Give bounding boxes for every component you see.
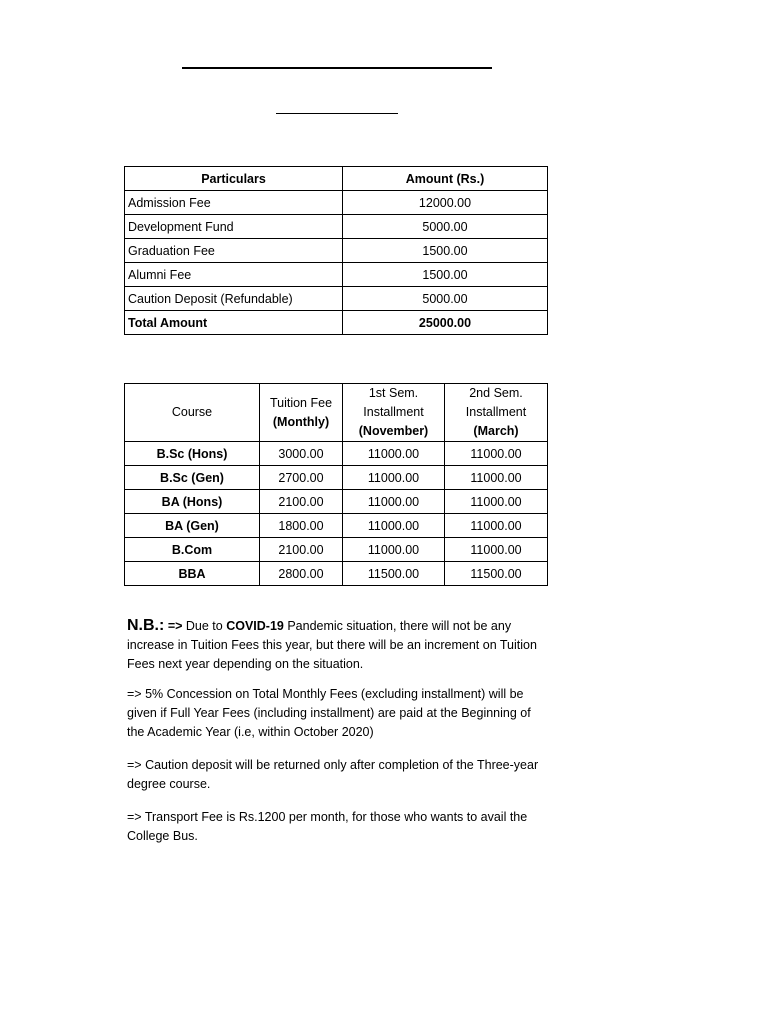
course-row bbox=[125, 490, 548, 514]
header-tuition: Tuition Fee (Monthly) bbox=[260, 384, 343, 442]
note-covid bbox=[127, 616, 547, 674]
sem2-installment: 11000.00 bbox=[445, 538, 548, 562]
fee-amount: 1500.00 bbox=[343, 263, 548, 287]
sem2-installment: 11000.00 bbox=[445, 514, 548, 538]
header-sem2: 2nd Sem. Installment (March) bbox=[445, 384, 548, 442]
course-table-header-row bbox=[125, 384, 548, 442]
course-name: B.Sc (Hons) bbox=[125, 442, 260, 466]
course-row bbox=[125, 562, 548, 586]
fee-label: Development Fund bbox=[125, 215, 343, 239]
fee-label: Caution Deposit (Refundable) bbox=[125, 287, 343, 311]
course-row bbox=[125, 514, 548, 538]
tuition-fee: 2800.00 bbox=[260, 562, 343, 586]
header-sem1: 1st Sem. Installment (November) bbox=[343, 384, 445, 442]
header-particulars: Particulars bbox=[125, 167, 343, 191]
fee-row bbox=[125, 263, 548, 287]
subtitle-underline bbox=[276, 113, 398, 114]
course-name: BA (Hons) bbox=[125, 490, 260, 514]
fee-row bbox=[125, 287, 548, 311]
fee-amount: 5000.00 bbox=[343, 215, 548, 239]
tuition-fee: 1800.00 bbox=[260, 514, 343, 538]
note-text: Pandemic situation, there will not be any increase in Tuition Fees this year, but there will be an increment on Tuition Fees next year depending on the situation. bbox=[127, 619, 537, 671]
course-row bbox=[125, 466, 548, 490]
tuition-fee: 3000.00 bbox=[260, 442, 343, 466]
note-arrow: => bbox=[167, 619, 183, 633]
note-concession: => 5% Concession on Total Monthly Fees (excluding installment) will be given if Full Year Fees (including installment) are paid at the Beginning of the Academic Year (i.e, within October 2020) bbox=[127, 687, 531, 739]
sem1-installment: 11000.00 bbox=[343, 490, 445, 514]
fee-total-row bbox=[125, 311, 548, 335]
note-covid-emphasis: COVID-19 bbox=[226, 619, 284, 633]
sem2-installment: 11000.00 bbox=[445, 490, 548, 514]
course-name: BA (Gen) bbox=[125, 514, 260, 538]
fee-table bbox=[124, 166, 548, 335]
fee-amount: 5000.00 bbox=[343, 287, 548, 311]
title-underline bbox=[182, 67, 492, 69]
sem1-installment: 11500.00 bbox=[343, 562, 445, 586]
fee-amount: 12000.00 bbox=[343, 191, 548, 215]
sem1-installment: 11000.00 bbox=[343, 538, 445, 562]
sem1-installment: 11000.00 bbox=[343, 466, 445, 490]
sem1-installment: 11000.00 bbox=[343, 442, 445, 466]
note-text: Due to bbox=[182, 619, 227, 633]
course-row bbox=[125, 538, 548, 562]
fee-label: Graduation Fee bbox=[125, 239, 343, 263]
fee-row bbox=[125, 215, 548, 239]
tuition-fee: 2100.00 bbox=[260, 538, 343, 562]
header-amount: Amount (Rs.) bbox=[343, 167, 548, 191]
tuition-fee: 2700.00 bbox=[260, 466, 343, 490]
fee-label: Alumni Fee bbox=[125, 263, 343, 287]
fee-table-header-row bbox=[125, 167, 548, 191]
course-row bbox=[125, 442, 548, 466]
tuition-fee: 2100.00 bbox=[260, 490, 343, 514]
note-caution-deposit: => Caution deposit will be returned only after completion of the Three-year degree course. bbox=[127, 758, 539, 791]
header-course: Course bbox=[125, 384, 260, 442]
total-amount: 25000.00 bbox=[343, 311, 548, 335]
course-name: BBA bbox=[125, 562, 260, 586]
course-name: B.Sc (Gen) bbox=[125, 466, 260, 490]
sem2-installment: 11000.00 bbox=[445, 466, 548, 490]
course-fee-table bbox=[124, 383, 548, 586]
course-name: B.Com bbox=[125, 538, 260, 562]
sem1-installment: 11000.00 bbox=[343, 514, 445, 538]
fee-row bbox=[125, 191, 548, 215]
fee-label: Admission Fee bbox=[125, 191, 343, 215]
nb-label: N.B.: bbox=[127, 617, 165, 634]
total-label: Total Amount bbox=[125, 311, 343, 335]
fee-amount: 1500.00 bbox=[343, 239, 548, 263]
sem2-installment: 11500.00 bbox=[445, 562, 548, 586]
sem2-installment: 11000.00 bbox=[445, 442, 548, 466]
fee-row bbox=[125, 239, 548, 263]
note-transport-fee: => Transport Fee is Rs.1200 per month, for those who wants to avail the College Bus. bbox=[127, 810, 528, 843]
